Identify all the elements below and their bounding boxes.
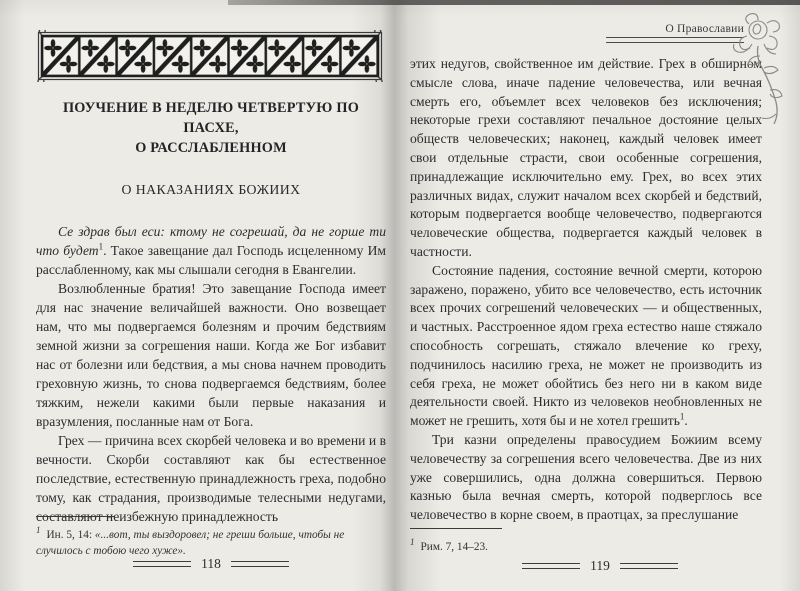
floral-corner-ornament-icon [724,10,796,128]
footnote-reference: Рим. 7, 14–23. [420,540,488,553]
right-body-text [410,55,762,525]
folio-rule-left [133,561,191,567]
paragraph-text-end: . [684,413,688,429]
epigraph-rest-text: . Такое завещание дал Господь исцеленному Им расслабленному, как мы слышали сегодня в Евангелии. [36,243,386,277]
folio-rule-right [231,561,289,567]
paragraph [410,262,762,431]
left-page-footer [0,556,422,572]
chapter-title-line2: О РАССЛАБЛЕННОМ [135,140,287,156]
footnote-reference: Ин. 5, 14: [46,528,95,541]
epigraph-italic-text: Се здрав был еси: ктому не согрешай, да не горше ти что будет [36,224,386,258]
footnote-separator-rule [410,528,502,529]
footnote-marker: 1 [410,537,415,547]
paragraph: Три казни определены правосудием Божиим всему человечеству за согрешения всего человечества. Две из них уже совершились, одна должна совершиться. Первою казнью была вечная смерть, которой подверглось все человечество в корне своем, в праотцах, за преслушание [410,431,762,523]
right-page-footer [422,558,778,574]
left-body-text [36,222,386,526]
chapter-subtitle: О НАКАЗАНИЯХ БОЖИИХ [121,182,301,197]
chapter-title [36,98,386,158]
running-head: О Православии [665,22,744,35]
left-footnote [36,516,386,559]
footnote-separator-rule [36,516,114,517]
paragraph-continuation: этих недугов, свойственное им действие. Грех в обширном смысле слова, иначе падение человечества, или вечная смерть его, объемлет всех человеков без исключения; некоторые грехи составляют печальное достояние целых обществ человеческих; наконец, каждый человек имеет свои отдельные страсти, свои особенные согрешения, принадлежащие исключительно ему. Грех, во всех этих различных видах, служит началом всех скорбей и бедствий, которым подвергается вообще человечество, подвергаются человеческие общества, подвергается каждый человек в частности. [410,56,762,259]
chapter-ornament-band-icon [36,30,384,82]
paragraph-epigraph [36,222,386,279]
chapter-title-line1: ПОУЧЕНИЕ В НЕДЕЛЮ ЧЕТВЕРТУЮ ПО ПАСХЕ, [62,100,360,136]
page-number-right: 119 [590,558,610,573]
paragraph: Возлюбленные братия! Это завещание Господа имеет для нас значение величайшей важности. Оно возвещает нам, что мы подвергаемся болезням и прочим бедствиям земной жизни за согрешения наши. Когда же Бог избавит нас от болезни или бедствия, а мы снова начнем проводить греховную жизнь, то снова подвергаемся бедствиям, более тяжким, нежели какими были первые наказания и вразумления, посланные нам от Бога. [36,281,386,429]
scan-edge-shadow [228,0,800,5]
paragraph: Грех — причина всех скорбей человека и во времени и в вечности. Скорби составляют как бы естественное последствие, естественную принадлежность греха, подобно тому, как страдания, производимые телесными недугами, составляют неизбежную принадлежность [36,433,386,524]
page-left [36,30,386,526]
footnote-quote: «...вот, ты выздоровел; не греши больше, чтобы не случилось с тобою чего хуже». [36,528,345,557]
page-number-left: 118 [201,556,221,571]
running-head-row [410,22,762,43]
paragraph-text: Состояние падения, состояние вечной смерти, которою заражено, поражено, убито все человечество, есть источник всех прочих согрешений человеческих — и общественных, и частных. Расстроенное ядом греха естество наше стяжало способность согрешать, стяжало влечение ко греху, подчинилось насилию греха, не может не производить из себя греха, не может обойтись без него ни в каком виде деятельности своей. Никто из человеков необновленных не может не грешить, хотя бы и не хотел грешить [410,262,762,429]
folio-rule-right [620,563,678,569]
folio-rule-left [522,563,580,569]
page-right [410,22,762,525]
footnote-marker: 1 [36,525,41,535]
footnote-marker: 1 [679,411,685,422]
right-footnote [410,528,762,555]
footnote-marker: 1 [98,241,104,252]
